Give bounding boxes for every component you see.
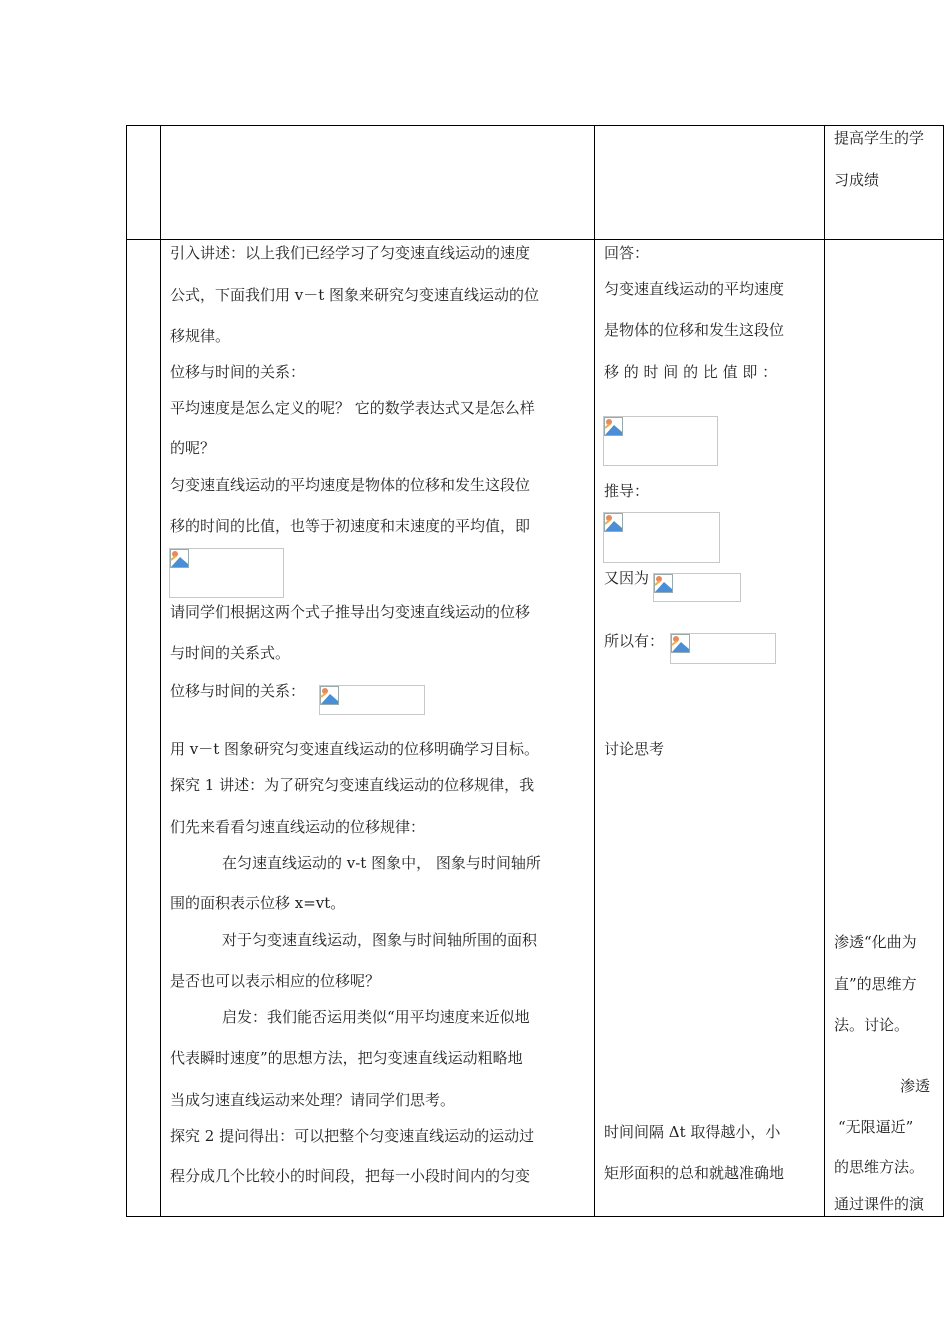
formula-image-result (670, 633, 776, 664)
derive-request-line-1: 请同学们根据这两个式子推导出匀变速直线运动的位移 (170, 603, 531, 621)
table-left-border (126, 125, 127, 1217)
explore1-line-1: 探究 1 讲述：为了研究匀变速直线运动的位移规律，我 (170, 776, 535, 794)
answer-line-3: 移 的 时 间 的 比 值 即 ： (604, 363, 778, 381)
explore2-line-1: 探究 2 提问得出：可以把整个匀变速直线运动的运动过 (170, 1127, 535, 1145)
column-divider-1 (160, 125, 161, 1217)
intent-line-2: 直”的思维方 (834, 975, 917, 993)
area-question-line-2: 是否也可以表示相应的位移呢？ (170, 972, 381, 990)
relation-heading: 位移与时间的关系： (170, 363, 306, 381)
broken-image-icon (170, 549, 189, 568)
intent-line-1: 渗透“化曲为 (834, 933, 917, 951)
uniform-motion-line-2: 围的面积表示位移 x=vt。 (170, 894, 346, 912)
intro-line-1: 引入讲述：以上我们已经学习了匀变速直线运动的速度 (170, 244, 531, 262)
formula-image-average-velocity (169, 548, 284, 598)
avg-velocity-line-1: 匀变速直线运动的平均速度是物体的位移和发生这段位 (170, 476, 531, 494)
row-divider (126, 239, 944, 240)
relation-heading-2: 位移与时间的关系： (170, 682, 306, 700)
interval-line-2: 矩形面积的总和就越准确地 (604, 1164, 785, 1182)
broken-image-icon (320, 686, 339, 705)
intent-line-4: 渗透 (900, 1077, 931, 1095)
broken-image-icon (604, 417, 623, 436)
column-divider-3 (824, 125, 825, 1217)
question-line-1: 平均速度是怎么定义的呢？ 它的数学表达式又是怎么样 (170, 399, 535, 417)
area-question-line-1: 对于匀变速直线运动，图象与时间轴所围的面积 (222, 931, 538, 949)
uniform-motion-line-1: 在匀速直线运动的 v-t 图象中， 图象与时间轴所 (222, 854, 541, 872)
intent-line-7: 通过课件的演 (834, 1195, 925, 1213)
hint-line-2: 代表瞬时速度”的思想方法，把匀变速直线运动粗略地 (170, 1049, 523, 1067)
intro-line-2: 公式，下面我们用 v－t 图象来研究匀变速直线运动的位 (170, 286, 540, 304)
goal-text-line-2: 习成绩 (834, 171, 880, 189)
hint-line-3: 当成匀速直线运动来处理？请同学们思考。 (170, 1091, 456, 1109)
intent-line-6: 的思维方法。 (834, 1158, 925, 1176)
question-line-2: 的呢？ (170, 439, 216, 457)
table-bottom-border (126, 1216, 944, 1217)
answer-label: 回答： (604, 244, 650, 262)
answer-line-1: 匀变速直线运动的平均速度 (604, 280, 785, 298)
explore2-line-2: 程分成几个比较小的时间段，把每一小段时间内的匀变 (170, 1167, 531, 1185)
formula-image-since (653, 573, 741, 602)
formula-image-derivation (603, 512, 720, 563)
intro-line-3: 移规律。 (170, 327, 231, 345)
table-top-border (126, 125, 944, 126)
therefore-label: 所以有： (604, 632, 665, 650)
table-right-border (943, 125, 944, 1217)
goal-text-line-1: 提高学生的学 (834, 129, 925, 147)
intent-line-3: 法。讨论。 (834, 1016, 910, 1034)
hint-line-1: 启发：我们能否运用类似“用平均速度来近似地 (222, 1008, 530, 1026)
interval-line-1: 时间间隔 Δt 取得越小，小 (604, 1123, 781, 1141)
intent-line-5: “无限逼近” (838, 1118, 914, 1136)
broken-image-icon (604, 513, 623, 532)
broken-image-icon (654, 574, 673, 593)
formula-image-displacement (319, 685, 425, 715)
explore1-line-2: 们先来看看匀速直线运动的位移规律： (170, 818, 426, 836)
derive-request-line-2: 与时间的关系式。 (170, 644, 291, 662)
since-label: 又因为 (604, 569, 650, 587)
vt-graph-goal: 用 v－t 图象研究匀变速直线运动的位移明确学习目标。 (170, 740, 540, 758)
avg-velocity-line-2: 移的时间的比值，也等于初速度和末速度的平均值，即 (170, 517, 531, 535)
broken-image-icon (671, 634, 690, 653)
discuss-label: 讨论思考 (604, 740, 665, 758)
column-divider-2 (594, 125, 595, 1217)
answer-line-2: 是物体的位移和发生这段位 (604, 321, 785, 339)
formula-image-answer (603, 416, 718, 466)
derive-label: 推导： (604, 482, 650, 500)
